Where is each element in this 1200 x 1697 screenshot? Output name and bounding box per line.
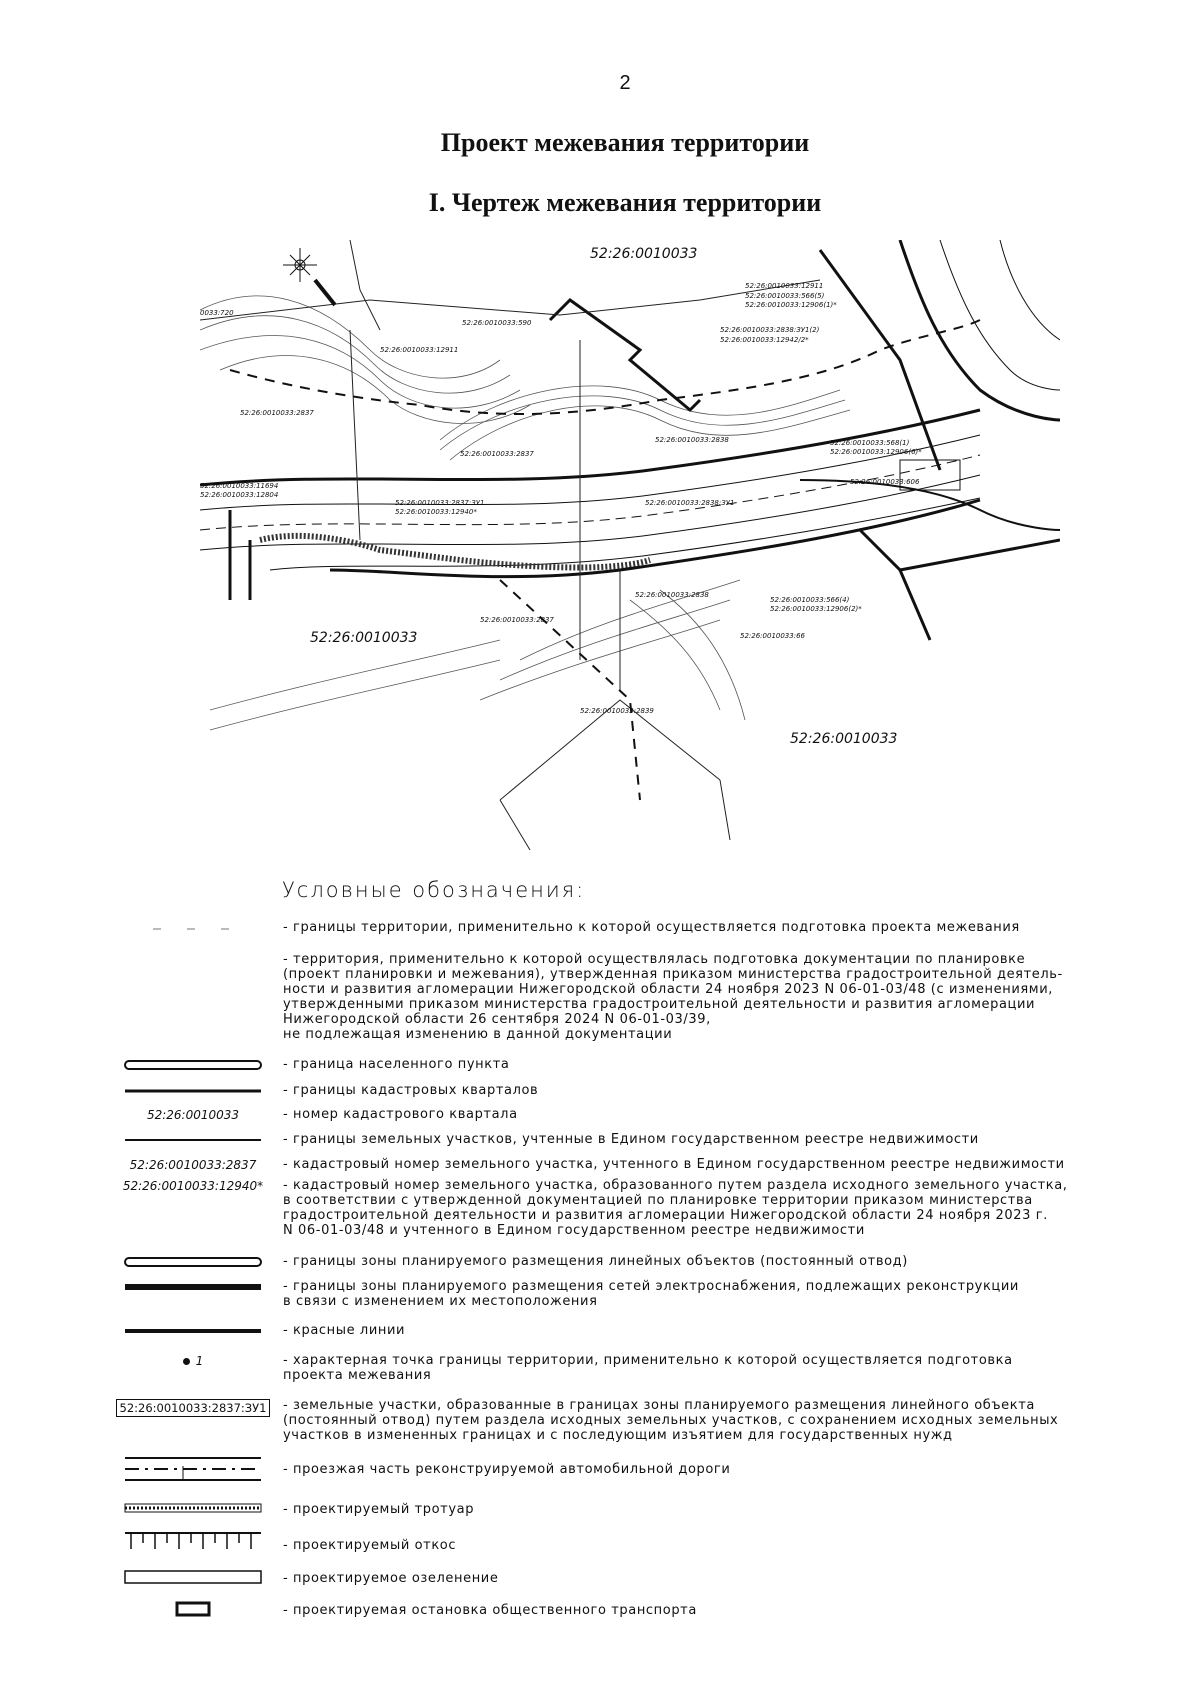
parcel-label: 52:26:0010033:12906(1)*	[745, 301, 837, 309]
legend-title: Условные обозначения:	[282, 878, 586, 902]
land-plot-boundary-symbol	[120, 1132, 266, 1148]
parcel-label: 0033:720	[200, 309, 234, 317]
parcel-label: 52:26:0010033:12906(2)*	[770, 605, 862, 613]
roadway-symbol	[120, 1454, 266, 1484]
parcel-label: 52:26:0010033:566(5)	[745, 292, 825, 300]
slope-symbol	[120, 1530, 266, 1554]
quarter-label: 52:26:0010033	[590, 246, 698, 262]
parcel-label: 52:26:0010033:566(4)	[770, 596, 850, 604]
parcel-label: 52:26:0010033:2837	[240, 409, 314, 417]
parcel-label: 52:26:0010033:12804	[200, 491, 279, 499]
settlement-boundary-symbol	[120, 1057, 266, 1073]
page-subtitle: I. Чертеж межевания территории	[428, 188, 822, 217]
quarter-boundary-symbol	[120, 1083, 266, 1099]
quarter-label: 52:26:0010033	[310, 630, 418, 646]
power-grid-zone-symbol	[120, 1279, 266, 1295]
parcel-label: 52:26:0010033:2837:ЗУ1	[395, 499, 485, 507]
map-contours	[200, 296, 850, 730]
parcel-label: 52:26:0010033:12940*	[395, 508, 477, 516]
parcel-label: 52:26:0010033:12911	[380, 346, 459, 354]
linear-object-zone-symbol	[120, 1254, 266, 1270]
parcel-label: 52:26:0010033:12911	[745, 282, 824, 290]
parcel-label: 52:26:0010033:2838	[635, 591, 709, 599]
parcel-label: 52:26:0010033:2838:ЗУ1	[645, 499, 735, 507]
greenery-symbol	[120, 1567, 266, 1587]
parcel-label: 52:26:0010033:12906(6)*	[830, 448, 922, 456]
page-number: 2	[619, 72, 631, 94]
cadastral-map	[200, 240, 1060, 850]
boundary-point-symbol: 1	[120, 1353, 266, 1369]
parcel-label: 52:26:0010033:568(1)	[830, 439, 910, 447]
bus-stop-symbol	[120, 1599, 266, 1619]
parcel-label: 52:26:0010033:11694	[200, 482, 279, 490]
parcel-label: 52:26:0010033:66	[740, 632, 805, 640]
page-title: Проект межевания территории	[440, 128, 810, 157]
parcel-label: 52:26:0010033:2838	[655, 436, 729, 444]
divided-plot-number-symbol: 52:26:0010033:12940*	[122, 1179, 264, 1193]
sidewalk-symbol	[120, 1500, 266, 1516]
parcel-label: 52:26:0010033:2839	[580, 707, 654, 715]
parcel-label: 52:26:0010033:2837	[460, 450, 534, 458]
formed-plot-symbol: 52:26:0010033:2837:ЗУ1	[120, 1398, 266, 1418]
parcel-label: 52:26:0010033:12942/2*	[720, 336, 809, 344]
north-arrow-icon	[283, 248, 335, 305]
map-labels	[200, 246, 922, 747]
parcel-label: 52:26:0010033:2838:ЗУ1(2)	[720, 326, 820, 334]
cadastral-number-symbol: 52:26:0010033:2837	[129, 1158, 257, 1172]
parcel-label: 52:26:0010033:2837	[480, 616, 554, 624]
parcel-label: 52:26:0010033:606	[850, 478, 920, 486]
territory-boundary-symbol	[120, 922, 266, 936]
red-lines-symbol	[120, 1323, 266, 1339]
parcel-label: 52:26:0010033:590	[462, 319, 532, 327]
quarter-label: 52:26:0010033	[790, 731, 898, 747]
quarter-number-symbol: 52:26:0010033	[146, 1108, 240, 1122]
